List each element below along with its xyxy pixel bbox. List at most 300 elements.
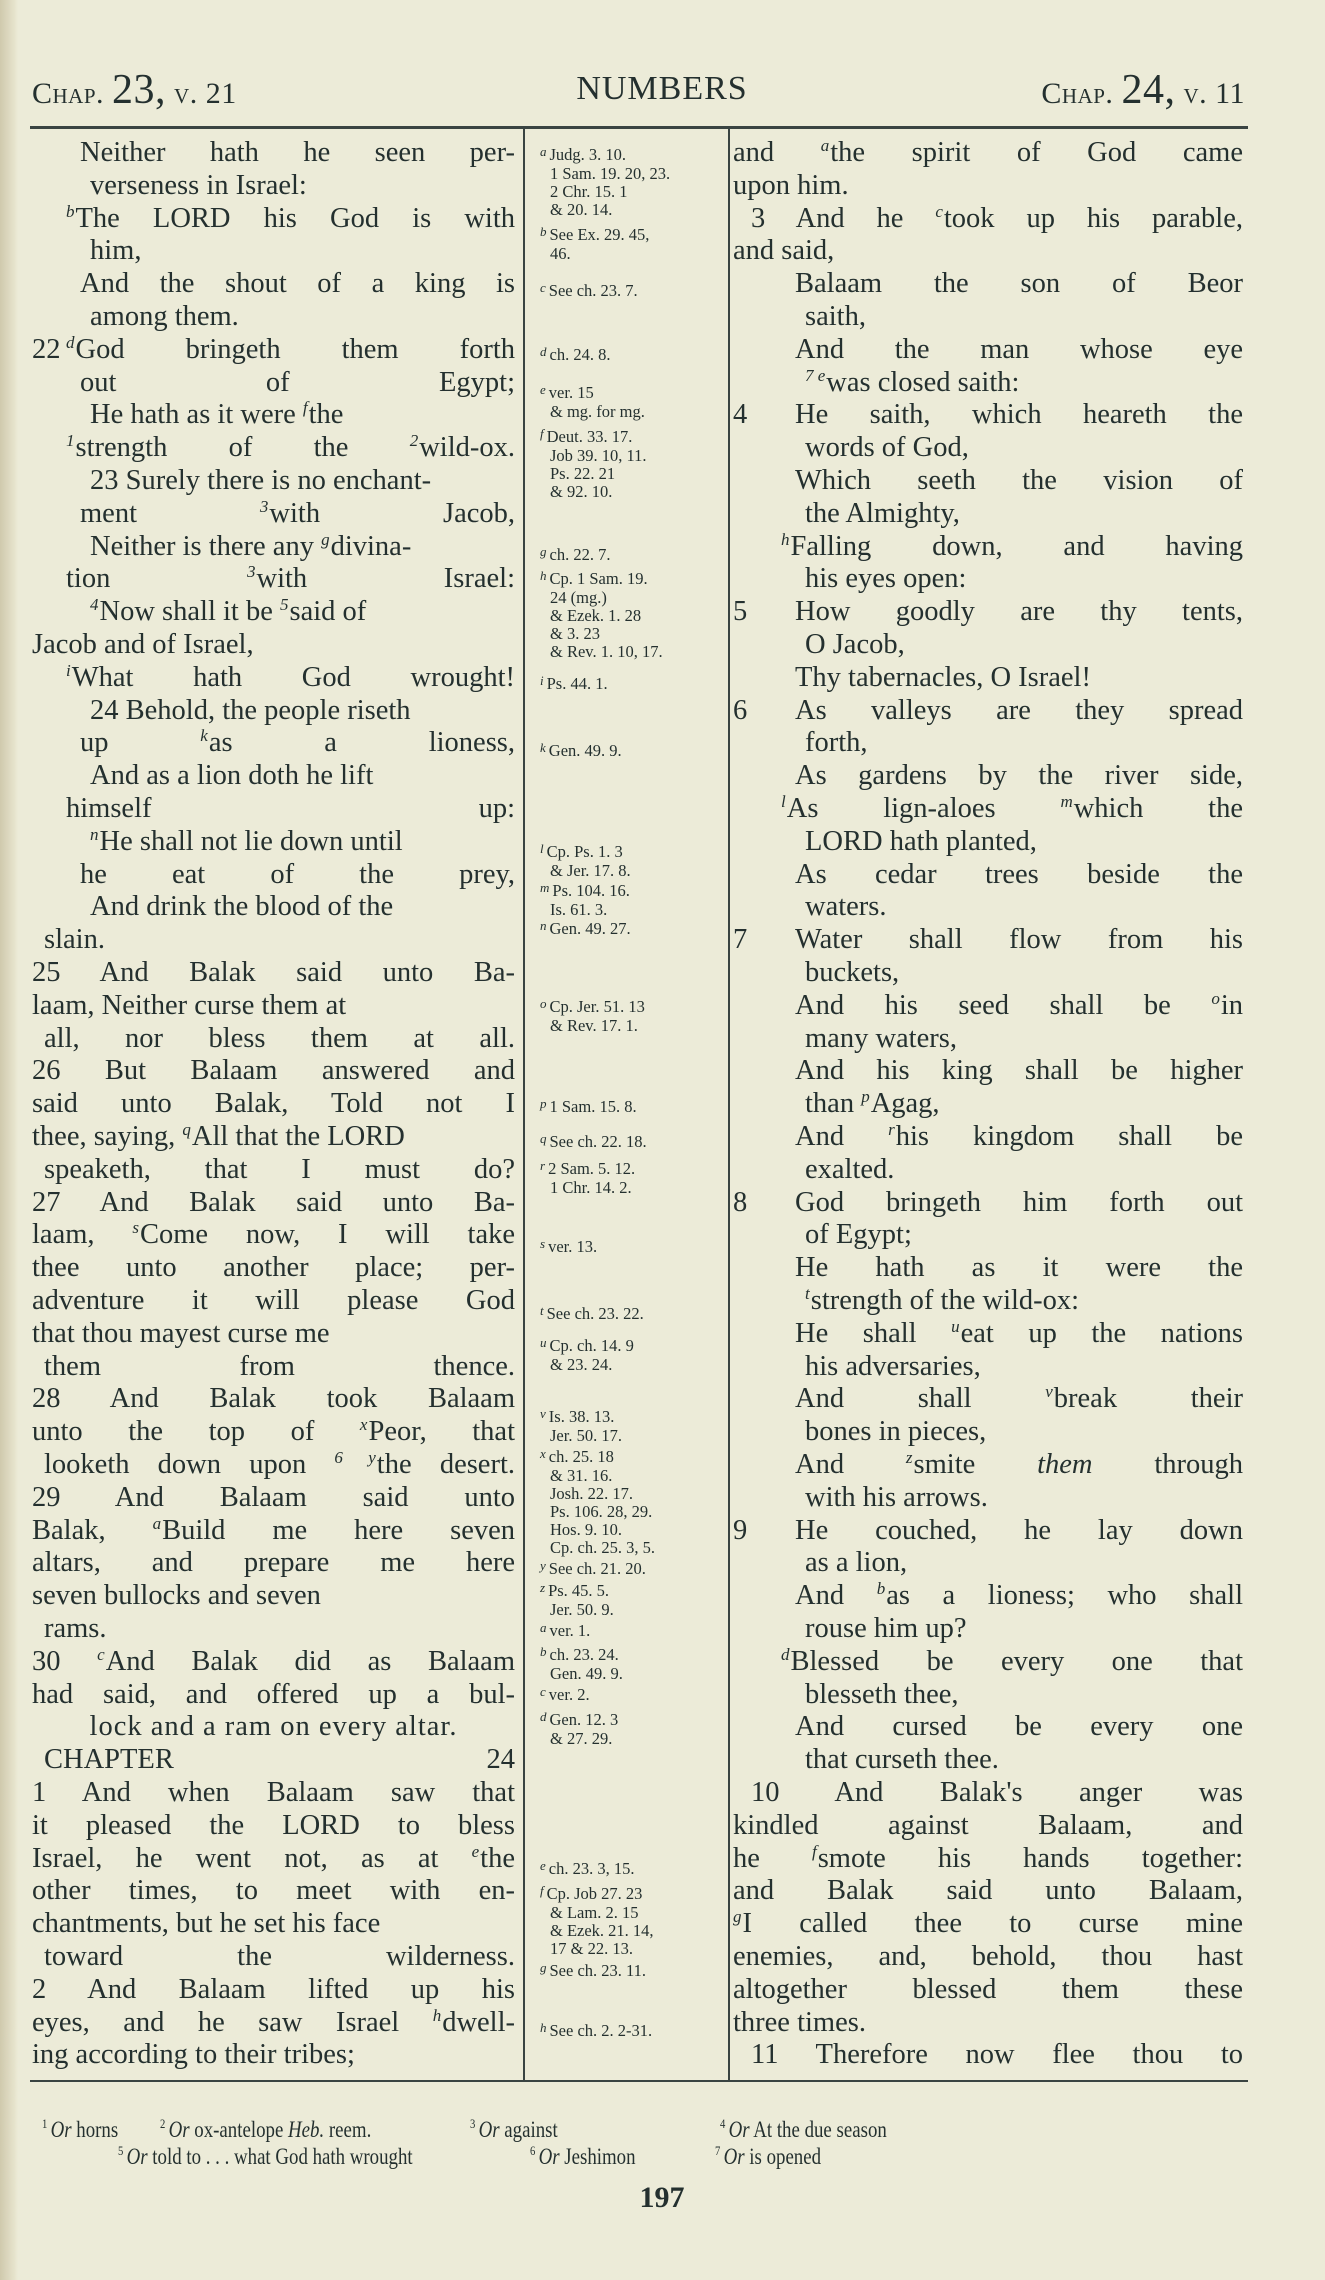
cross-reference bbox=[540, 1582, 614, 1619]
text-line: rouse him up? bbox=[805, 1613, 967, 1644]
reference-mark: h bbox=[432, 2005, 442, 2025]
footnote: $^3$ Or against bbox=[470, 2116, 558, 2142]
reference-mark: d bbox=[540, 1709, 547, 1724]
text-line: Thy tabernacles, O Israel! bbox=[795, 661, 1091, 693]
footnote: $^4$ Or At the due season bbox=[720, 2116, 887, 2142]
text-line: $^t$strength of the wild-ox: bbox=[805, 1284, 1080, 1316]
reference-mark: e bbox=[471, 1841, 480, 1861]
cross-reference-line: $^z$ Ps. 45. 5. bbox=[540, 1580, 610, 1600]
reference-mark: d bbox=[781, 1644, 790, 1664]
text-line: altogether blessed them these bbox=[733, 1973, 1243, 2005]
text-line: ment $^3$with Jacob, bbox=[80, 496, 515, 529]
reference-mark: b bbox=[540, 224, 547, 239]
cross-reference-line: $^f$ Cp. Job 27. 23 bbox=[540, 1883, 643, 1903]
reference-mark: s bbox=[540, 1236, 546, 1251]
text-line: speaketh, that I must do? bbox=[44, 1153, 515, 1185]
footnote: $^7$ Or is opened bbox=[715, 2143, 822, 2169]
text-line: out of Egypt; bbox=[80, 366, 515, 398]
text-line: tion $^3$with Israel: bbox=[66, 562, 515, 595]
text-line: Neither hath he seen per- bbox=[80, 137, 515, 168]
cross-reference-line: $^b$ ch. 23. 24. bbox=[540, 1644, 619, 1664]
reference-mark: v bbox=[540, 1406, 546, 1421]
cross-reference bbox=[540, 843, 631, 880]
reference-mark: u bbox=[540, 1335, 547, 1350]
text-line: LORD hath planted, bbox=[805, 825, 1037, 857]
text-line: And drink the blood of the bbox=[90, 891, 394, 923]
verse-number: 4 bbox=[733, 399, 748, 431]
text-line: 25 And Balak said unto Ba- bbox=[32, 957, 515, 988]
cross-reference-line: Jer. 50. 9. bbox=[550, 1600, 614, 1619]
header-rule bbox=[30, 126, 1248, 129]
text-line: all, nor bless them at all. bbox=[44, 1022, 515, 1054]
footnote: $^1$ Or horns bbox=[42, 2116, 119, 2142]
cross-reference-line: & 92. 10. bbox=[550, 482, 613, 501]
cross-reference-line: $^u$ Cp. ch. 14. 9 bbox=[540, 1335, 634, 1355]
text-line: and $^a$the spirit of God came bbox=[733, 136, 1243, 168]
cross-reference-line: $^y$ See ch. 21. 20. bbox=[540, 1558, 646, 1578]
reference-mark: t bbox=[805, 1284, 810, 1303]
verse-number: 6 bbox=[733, 694, 748, 726]
text-line: seven bullocks and seven bbox=[32, 1580, 321, 1612]
text-line: saith, bbox=[805, 301, 866, 332]
text-line: $^l$As lign-aloes $^m$which the bbox=[781, 792, 1244, 824]
reference-mark: b bbox=[540, 1644, 547, 1659]
reference-mark: 5 bbox=[279, 595, 289, 615]
text-line: among them. bbox=[90, 301, 239, 332]
text-line: adventure it will please God bbox=[32, 1285, 515, 1316]
text-line: unto the top of $^x$Peor, that bbox=[32, 1415, 515, 1448]
text-line: And the shout of a king is bbox=[80, 268, 515, 300]
reference-mark: o bbox=[1211, 988, 1220, 1008]
reference-mark: c bbox=[540, 1684, 546, 1699]
cross-reference bbox=[540, 920, 631, 939]
reference-mark: f bbox=[302, 398, 308, 418]
column-divider-left bbox=[523, 128, 525, 2080]
text-line: Balak, $^a$Build me here seven bbox=[32, 1513, 515, 1546]
reference-mark: c bbox=[97, 1644, 105, 1664]
text-line: Which seeth the vision of bbox=[795, 465, 1243, 496]
text-line: he $^f$smote his hands together: bbox=[733, 1841, 1244, 1874]
cross-reference bbox=[540, 1962, 646, 1981]
text-line: he eat of the prey, bbox=[80, 858, 515, 890]
text-line: that curseth thee. bbox=[805, 1744, 999, 1776]
reference-mark: 1 bbox=[66, 431, 75, 451]
chapter-label: Chap. bbox=[32, 77, 105, 110]
text-line: He hath as it were $^f$the bbox=[90, 398, 344, 431]
reference-mark: p bbox=[540, 1096, 547, 1111]
text-line: and Balak said unto Balaam, bbox=[733, 1875, 1243, 1907]
verse-number: 7 bbox=[733, 924, 748, 956]
cross-reference-line: $^f$ Deut. 33. 17. bbox=[540, 426, 633, 446]
text-line: ing according to their tribes; bbox=[32, 2039, 355, 2071]
text-line: said unto Balak, Told not I bbox=[32, 1088, 515, 1120]
reference-mark: i bbox=[66, 660, 71, 680]
reference-mark: 3 bbox=[246, 562, 256, 582]
text-line: Neither is there any $^g$divina- bbox=[90, 529, 412, 562]
cross-reference-line: & 27. 29. bbox=[550, 1729, 613, 1748]
cross-reference bbox=[540, 1622, 590, 1641]
cross-reference bbox=[540, 282, 638, 301]
text-line: $^1$strength of the $^2$wild-ox. bbox=[66, 431, 515, 464]
text-line: 30 $^c$And Balak did as Balaam bbox=[32, 1644, 515, 1677]
cross-reference bbox=[540, 675, 608, 694]
cross-reference bbox=[540, 226, 649, 263]
reference-mark: a bbox=[540, 144, 547, 159]
cross-reference bbox=[540, 1885, 654, 1958]
cross-reference-line: $^b$ See Ex. 29. 45, bbox=[540, 224, 650, 244]
text-line: laam, Neither curse them at bbox=[32, 989, 347, 1021]
reference-mark: e bbox=[540, 382, 546, 397]
cross-reference-line: Hos. 9. 10. bbox=[550, 1520, 622, 1539]
text-line: CHAPTER 24 bbox=[44, 1744, 515, 1776]
chapter-number: 23, bbox=[112, 67, 167, 113]
cross-reference-line: $^m$ Ps. 104. 16. bbox=[540, 880, 630, 900]
cross-reference bbox=[540, 1560, 646, 1579]
reference-mark: f bbox=[540, 1883, 544, 1898]
text-line: words of God, bbox=[805, 432, 969, 464]
reference-mark: h bbox=[540, 568, 547, 583]
reference-mark: p bbox=[861, 1087, 870, 1107]
text-line: looketh down upon $^{6 y}$the desert. bbox=[44, 1448, 515, 1480]
text-line: $^g$I called thee to curse mine bbox=[733, 1907, 1243, 1940]
cross-reference-line: & 31. 16. bbox=[550, 1466, 613, 1485]
text-line: had said, and offered up a bul- bbox=[32, 1678, 515, 1710]
cross-reference-line: $^d$ Gen. 12. 3 bbox=[540, 1709, 619, 1729]
cross-reference-line: $^e$ ver. 15 bbox=[540, 382, 594, 402]
cross-reference-line: 46. bbox=[550, 244, 571, 263]
cross-reference bbox=[540, 146, 670, 219]
reference-mark: k bbox=[200, 726, 208, 746]
reference-mark: v bbox=[1045, 1382, 1053, 1402]
reference-mark: t bbox=[540, 1303, 544, 1318]
text-line: enemies, and, behold, thou hast bbox=[733, 1941, 1243, 1972]
text-line: his eyes open: bbox=[805, 563, 967, 595]
footer-rule bbox=[30, 2080, 1248, 2082]
reference-mark: x bbox=[359, 1415, 368, 1435]
reference-mark: 3 bbox=[259, 496, 269, 516]
cross-reference-line: 2 Chr. 15. 1 bbox=[550, 182, 628, 201]
reference-mark: a bbox=[152, 1513, 162, 1533]
reference-mark: m bbox=[540, 880, 550, 895]
text-line: And shall $^v$break their bbox=[795, 1382, 1243, 1415]
text-line: Balaam the son of Beor bbox=[795, 268, 1243, 300]
cross-reference-line: $^x$ ch. 25. 18 bbox=[540, 1446, 614, 1466]
reference-mark: i bbox=[540, 673, 544, 688]
running-head-left bbox=[32, 66, 237, 114]
cross-reference-line: Ps. 106. 28, 29. bbox=[550, 1502, 653, 1521]
text-line: He shall $^u$eat up the nations bbox=[795, 1316, 1243, 1349]
text-line: And his king shall be higher bbox=[795, 1055, 1243, 1087]
text-line: 22 $^d$God bringeth them forth bbox=[32, 332, 515, 365]
reference-mark: z bbox=[540, 1580, 546, 1595]
text-line: And $^b$as a lioness; who shall bbox=[795, 1579, 1243, 1612]
reference-mark: z bbox=[905, 1448, 913, 1467]
text-line: $^i$What hath God wrought! bbox=[66, 660, 515, 693]
cross-reference-line: 24 (mg.) bbox=[550, 588, 607, 607]
reference-mark: q bbox=[540, 1131, 547, 1146]
column-divider-right bbox=[728, 128, 730, 2080]
cross-reference-line: $^r$ 2 Sam. 5. 12. bbox=[540, 1158, 636, 1178]
cross-reference bbox=[540, 1408, 622, 1445]
text-line: it pleased the LORD to bless bbox=[32, 1809, 515, 1841]
cross-reference-line: 17 & 22. 13. bbox=[550, 1939, 633, 1958]
text-line: And $^r$his kingdom shall be bbox=[795, 1120, 1243, 1152]
footnote: $^2$ Or ox-antelope Heb. reem. bbox=[160, 2116, 372, 2142]
text-line: And cursed be every one bbox=[795, 1711, 1243, 1743]
text-line: Israel, he went not, as at $^e$the bbox=[32, 1841, 515, 1874]
text-line: 27 And Balak said unto Ba- bbox=[32, 1186, 515, 1218]
reference-mark: g bbox=[540, 1960, 547, 1975]
cross-reference-line: $^g$ See ch. 23. 11. bbox=[540, 1960, 647, 1980]
text-line: As cedar trees beside the bbox=[795, 858, 1243, 890]
cross-reference-line: $^h$ See ch. 2. 2-31. bbox=[540, 2020, 653, 2040]
text-line: laam, $^s$Come now, I will take bbox=[32, 1218, 515, 1251]
text-line: And the man whose eye bbox=[795, 333, 1243, 365]
cross-reference bbox=[540, 546, 610, 565]
cross-reference bbox=[540, 1646, 623, 1683]
cross-reference-line: $^q$ See ch. 22. 18. bbox=[540, 1131, 647, 1151]
text-line: 28 And Balak took Balaam bbox=[32, 1383, 515, 1415]
text-line: and said, bbox=[733, 235, 835, 267]
text-line: forth, bbox=[805, 727, 868, 759]
reference-mark: d bbox=[540, 344, 547, 359]
text-line: And his seed shall be $^o$in bbox=[795, 988, 1243, 1021]
cross-reference-line: 1 Sam. 19. 20, 23. bbox=[550, 164, 671, 183]
text-line: 4 He saith, which heareth the bbox=[733, 399, 1243, 431]
book-binding-shadow bbox=[0, 0, 18, 2280]
cross-reference bbox=[540, 1448, 655, 1557]
text-line: many waters, bbox=[805, 1022, 957, 1054]
text-line: 9 He couched, he lay down bbox=[733, 1514, 1243, 1546]
reference-mark: q bbox=[182, 1120, 191, 1139]
book-title: NUMBERS bbox=[576, 70, 748, 107]
text-line: of Egypt; bbox=[805, 1219, 912, 1251]
reference-mark: h bbox=[540, 2020, 547, 2035]
cross-reference-line: & 3. 23 bbox=[550, 624, 600, 643]
text-line: 10 And Balak's anger was bbox=[751, 1777, 1243, 1808]
text-line: 8 God bringeth him forth out bbox=[733, 1186, 1243, 1218]
text-line: $^n$He shall not lie down until bbox=[90, 824, 403, 857]
cross-reference-line: & 23. 24. bbox=[550, 1355, 613, 1374]
page-number: 197 bbox=[639, 2181, 685, 2214]
reference-mark: b bbox=[66, 201, 75, 221]
cross-reference-line: 1 Chr. 14. 2. bbox=[550, 1178, 632, 1197]
text-line: blesseth thee, bbox=[805, 1678, 959, 1710]
cross-reference-line: $^a$ ver. 1. bbox=[540, 1620, 591, 1640]
verse-number: 8 bbox=[733, 1186, 748, 1218]
verse-label: v. 21 bbox=[174, 77, 237, 110]
cross-reference-line: $^c$ See ch. 23. 7. bbox=[540, 280, 638, 300]
text-line: 5 How goodly are thy tents, bbox=[733, 596, 1243, 628]
footnote: $^6$ Or Jeshimon bbox=[530, 2143, 636, 2169]
reference-mark: o bbox=[540, 996, 547, 1011]
reference-mark: x bbox=[540, 1446, 546, 1461]
text-line: O Jacob, bbox=[805, 629, 905, 660]
reference-mark: f bbox=[811, 1841, 817, 1861]
text-line: with his arrows. bbox=[805, 1481, 988, 1513]
text-line: thee, saying, $^q$All that the LORD bbox=[32, 1120, 405, 1152]
reference-mark: r bbox=[888, 1120, 895, 1139]
reference-mark: m bbox=[1060, 792, 1073, 811]
chapter-label: Chap. bbox=[1041, 77, 1114, 110]
text-line: eyes, and he saw Israel $^h$dwell- bbox=[32, 2005, 515, 2038]
reference-mark: c bbox=[935, 201, 943, 221]
cross-reference-line: & 20. 14. bbox=[550, 200, 613, 219]
cross-reference-line: $^v$ Is. 38. 13. bbox=[540, 1406, 615, 1426]
reference-mark: 7 e bbox=[805, 365, 826, 385]
reference-mark: n bbox=[540, 918, 547, 933]
text-line: up $^k$as a lioness, bbox=[80, 726, 516, 759]
text-line: them from thence. bbox=[44, 1350, 515, 1382]
text-line: as a lion, bbox=[805, 1547, 908, 1579]
reference-mark: g bbox=[321, 529, 330, 549]
text-line: As gardens by the river side, bbox=[795, 760, 1243, 792]
cross-reference-line: & Ezek. 1. 28 bbox=[550, 606, 642, 625]
text-line: 29 And Balaam said unto bbox=[32, 1481, 515, 1513]
cross-reference-line: $^k$ Gen. 49. 9. bbox=[540, 740, 622, 760]
cross-reference-line: $^d$ ch. 24. 8. bbox=[540, 344, 611, 364]
verse-number: 5 bbox=[733, 596, 748, 628]
text-line: verseness in Israel: bbox=[90, 169, 307, 201]
text-line: 24 Behold, the people riseth bbox=[90, 694, 411, 726]
text-line: upon him. bbox=[733, 169, 849, 201]
reference-mark: s bbox=[132, 1218, 139, 1238]
text-line: 1 And when Balaam saw that bbox=[32, 1777, 515, 1808]
cross-reference-line: $^a$ Judg. 3. 10. bbox=[540, 144, 627, 164]
cross-reference bbox=[540, 882, 630, 919]
reference-mark: 6 y bbox=[334, 1448, 376, 1467]
reference-mark: h bbox=[781, 529, 790, 549]
text-line: 26 But Balaam answered and bbox=[32, 1055, 515, 1087]
text-line: exalted. bbox=[805, 1153, 895, 1185]
text-line: the Almighty, bbox=[805, 497, 960, 529]
cross-reference bbox=[540, 2022, 652, 2041]
cross-reference-line: Jer. 50. 17. bbox=[550, 1426, 622, 1445]
text-line: than $^p$Agag, bbox=[805, 1087, 940, 1120]
reference-mark: f bbox=[540, 426, 544, 441]
cross-reference-line: Is. 61. 3. bbox=[550, 900, 608, 919]
cross-reference bbox=[540, 742, 622, 761]
text-line: that thou mayest curse me bbox=[32, 1317, 330, 1349]
text-line: $^h$Falling down, and having bbox=[781, 529, 1243, 562]
verse-label: v. 11 bbox=[1183, 77, 1245, 110]
chapter-number: 24, bbox=[1121, 67, 1176, 113]
reference-mark: u bbox=[951, 1316, 960, 1336]
cross-reference-line: $^t$ See ch. 23. 22. bbox=[540, 1303, 644, 1323]
cross-reference bbox=[540, 998, 645, 1035]
reference-mark: b bbox=[876, 1579, 886, 1599]
text-line: thee unto another place; per- bbox=[32, 1252, 515, 1284]
cross-reference bbox=[540, 428, 647, 501]
reference-mark: y bbox=[540, 1558, 546, 1573]
cross-reference-line: $^g$ ch. 22. 7. bbox=[540, 544, 611, 564]
reference-mark: n bbox=[90, 824, 99, 844]
text-line: slain. bbox=[44, 924, 105, 956]
text-line: himself up: bbox=[66, 793, 515, 824]
cross-reference-line: $^h$ Cp. 1 Sam. 19. bbox=[540, 568, 648, 588]
reference-mark: k bbox=[540, 740, 546, 755]
cross-reference-line: & Ezek. 21. 14, bbox=[550, 1921, 654, 1940]
reference-mark: e bbox=[540, 1858, 546, 1873]
cross-reference-line: $^e$ ch. 23. 3, 15. bbox=[540, 1858, 635, 1878]
cross-reference bbox=[540, 1098, 637, 1117]
cross-reference bbox=[540, 1160, 635, 1197]
cross-reference bbox=[540, 1337, 634, 1374]
text-line: 11 Therefore now flee thou to bbox=[751, 2039, 1243, 2071]
reference-mark: a bbox=[820, 136, 830, 155]
text-line: And $^z$smite them through bbox=[795, 1448, 1243, 1480]
cross-reference bbox=[540, 1305, 644, 1324]
cross-reference bbox=[540, 1238, 597, 1257]
cross-reference bbox=[540, 1686, 590, 1705]
reference-mark: r bbox=[540, 1158, 546, 1173]
text-line: $^{7 e}$was closed saith: bbox=[805, 365, 1020, 398]
reference-mark: l bbox=[781, 792, 786, 811]
cross-reference-line: & mg. for mg. bbox=[550, 402, 645, 421]
reference-mark: d bbox=[66, 332, 75, 352]
text-line: him, bbox=[90, 235, 142, 267]
text-line: toward the wilderness. bbox=[44, 1941, 515, 1972]
cross-reference-line: & Lam. 2. 15 bbox=[550, 1903, 639, 1922]
reference-mark: g bbox=[540, 544, 547, 559]
cross-reference bbox=[540, 1711, 618, 1748]
reference-mark: g bbox=[733, 1907, 742, 1927]
cross-reference bbox=[540, 1133, 647, 1152]
cross-reference-line: $^n$ Gen. 49. 27. bbox=[540, 918, 631, 938]
text-line: bones in pieces, bbox=[805, 1416, 987, 1448]
text-line: chantments, but he set his face bbox=[32, 1908, 381, 1940]
cross-reference-line: & Rev. 17. 1. bbox=[550, 1016, 638, 1035]
cross-reference-line: $^o$ Cp. Jer. 51. 13 bbox=[540, 996, 645, 1016]
cross-reference-line: & Jer. 17. 8. bbox=[550, 861, 631, 880]
cross-reference bbox=[540, 1860, 634, 1879]
reference-mark: c bbox=[540, 280, 546, 295]
text-line: 6 As valleys are they spread bbox=[733, 694, 1243, 726]
text-line: other times, to meet with en- bbox=[32, 1875, 515, 1907]
text-line: 2 And Balaam lifted up his bbox=[32, 1973, 515, 2005]
verse-number: 22 bbox=[32, 333, 61, 365]
cross-reference-line: & Rev. 1. 10, 17. bbox=[550, 642, 663, 661]
cross-reference-line: Cp. ch. 25. 3, 5. bbox=[550, 1538, 655, 1557]
cross-reference-line: $^p$ 1 Sam. 15. 8. bbox=[540, 1096, 637, 1116]
cross-reference-line: $^i$ Ps. 44. 1. bbox=[540, 673, 608, 693]
cross-reference bbox=[540, 346, 610, 365]
cross-reference-line: Ps. 22. 21 bbox=[550, 464, 616, 483]
text-line: altars, and prepare me here bbox=[32, 1547, 515, 1579]
running-head-right bbox=[1041, 66, 1245, 114]
text-line: 3 And he $^c$took up his parable, bbox=[751, 201, 1243, 234]
text-line: And as a lion doth he lift bbox=[90, 760, 374, 792]
text-line: waters. bbox=[805, 891, 887, 923]
cross-reference-line: Job 39. 10, 11. bbox=[550, 446, 647, 465]
text-line: $^d$Blessed be every one that bbox=[781, 1644, 1243, 1677]
verse-number: 9 bbox=[733, 1514, 748, 1546]
cross-reference-line: $^l$ Cp. Ps. 1. 3 bbox=[540, 841, 623, 861]
text-line: Jacob and of Israel, bbox=[32, 629, 254, 660]
text-line: He hath as it were the bbox=[795, 1252, 1243, 1284]
text-line: 23 Surely there is no enchant- bbox=[90, 465, 432, 496]
text-line: $^b$The LORD his God is with bbox=[66, 201, 515, 234]
reference-mark: l bbox=[540, 841, 544, 856]
text-line: buckets, bbox=[805, 957, 900, 988]
cross-reference-line: $^c$ ver. 2. bbox=[540, 1684, 590, 1704]
cross-reference-line: Josh. 22. 17. bbox=[550, 1484, 633, 1503]
text-line: kindled against Balaam, and bbox=[733, 1809, 1243, 1841]
chapter-heading: lock and a ram on every altar. bbox=[89, 1711, 458, 1743]
text-line: $^4$Now shall it be $^5$said of bbox=[90, 595, 367, 628]
cross-reference bbox=[540, 384, 645, 421]
text-line: rams. bbox=[44, 1613, 107, 1644]
